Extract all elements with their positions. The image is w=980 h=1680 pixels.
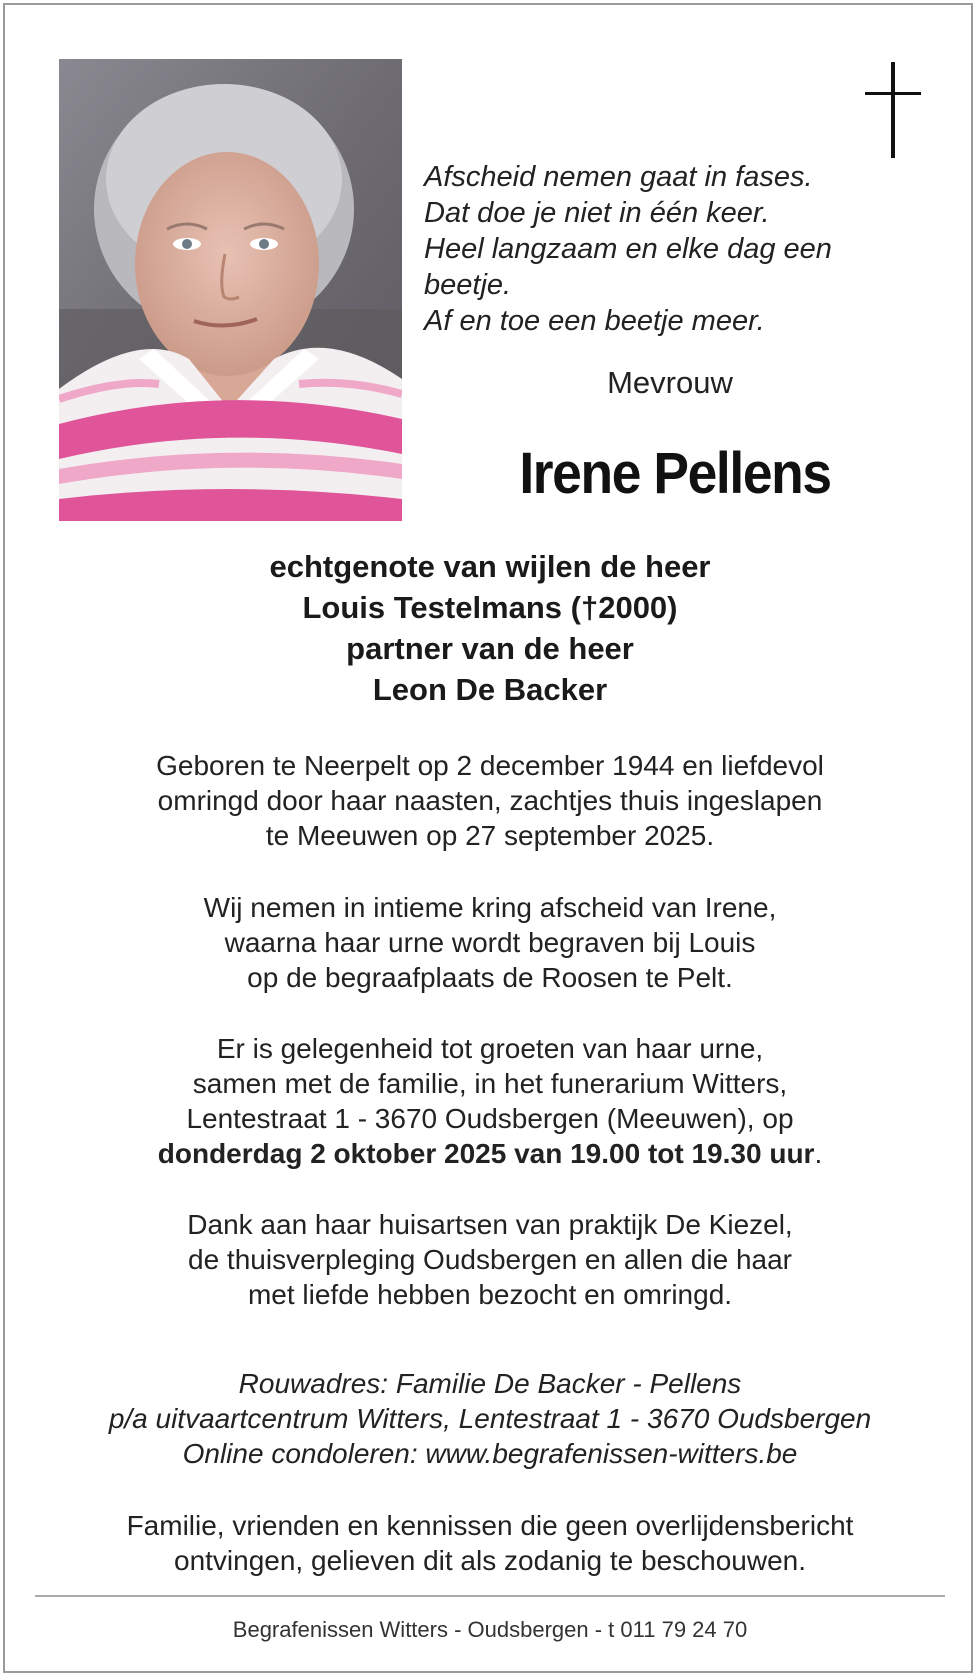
visitation-paragraph	[40, 1031, 940, 1171]
paragraph-line: Geboren te Neerpelt op 2 december 1944 en liefdevol	[156, 750, 824, 781]
relation-line: Leon De Backer	[372, 672, 608, 707]
paragraph-line: Dank aan haar huisartsen van praktijk De Kiezel,	[187, 1209, 793, 1240]
poem-line: Heel langzaam en elke dag een	[424, 233, 832, 265]
cross-icon	[865, 62, 921, 158]
poem-line: Afscheid nemen gaat in fases.	[424, 161, 813, 193]
relation-line: echtgenote van wijlen de heer	[269, 549, 711, 584]
contact-care-of: p/a uitvaartcentrum Witters, Lentestraat 1 - 3670 Oudsbergen	[108, 1403, 872, 1434]
paragraph-line: waarna haar urne wordt begraven bij Louis	[224, 927, 756, 958]
relation-line: Louis Testelmans (†2000)	[302, 590, 678, 625]
birth-death-paragraph	[40, 748, 940, 853]
visitation-date-line	[40, 1136, 940, 1171]
poem-line: Dat doe je niet in één keer.	[424, 197, 770, 229]
poem-line: beetje.	[424, 269, 512, 301]
visitation-end-punct: .	[814, 1138, 823, 1169]
visitation-date-time: donderdag 2 oktober 2025 van 19.00 tot 19.30 uur	[157, 1138, 815, 1169]
relations	[40, 546, 940, 710]
contact-online-condolence: Online condoleren: www.begrafenissen-witters.be	[182, 1438, 798, 1469]
paragraph-line: Wij nemen in intieme kring afscheid van Irene,	[203, 892, 777, 923]
paragraph-line: omringd door haar naasten, zachtjes thuis ingeslapen	[157, 785, 823, 816]
deceased-name: Irene Pellens	[519, 441, 831, 506]
poem-line: Af en toe een beetje meer.	[424, 305, 765, 337]
paragraph-line: Familie, vrienden en kennissen die geen overlijdensbericht	[126, 1510, 854, 1541]
poem	[424, 159, 894, 339]
notice-paragraph	[40, 1508, 940, 1578]
paragraph-line: ontvingen, gelieven dit als zodanig te beschouwen.	[174, 1545, 806, 1576]
portrait-illustration	[59, 59, 402, 521]
contact-address: Rouwadres: Familie De Backer - Pellens	[238, 1368, 742, 1399]
paragraph-line: te Meeuwen op 27 september 2025.	[265, 820, 715, 851]
paragraph-line: samen met de familie, in het funerarium Witters,	[192, 1068, 788, 1099]
paragraph-line: met liefde hebben bezocht en omringd.	[247, 1279, 733, 1310]
footer-divider	[35, 1595, 945, 1597]
paragraph-line: op de begraafplaats de Roosen te Pelt.	[247, 962, 733, 993]
paragraph-line: Lentestraat 1 - 3670 Oudsbergen (Meeuwen), op	[186, 1103, 794, 1134]
contact-paragraph	[40, 1366, 940, 1471]
cross-horizontal	[865, 92, 921, 95]
portrait-photo	[59, 59, 402, 521]
cross-vertical	[891, 62, 895, 158]
paragraph-line: Er is gelegenheid tot groeten van haar urne,	[216, 1033, 764, 1064]
honorific: Mevrouw	[607, 365, 733, 400]
footer-undertaker: Begrafenissen Witters - Oudsbergen - t 011 79 24 70	[232, 1617, 748, 1642]
paragraph-line: de thuisverpleging Oudsbergen en allen die haar	[188, 1244, 792, 1275]
thanks-paragraph	[40, 1207, 940, 1312]
relation-line: partner van de heer	[346, 631, 634, 666]
farewell-paragraph	[40, 890, 940, 995]
